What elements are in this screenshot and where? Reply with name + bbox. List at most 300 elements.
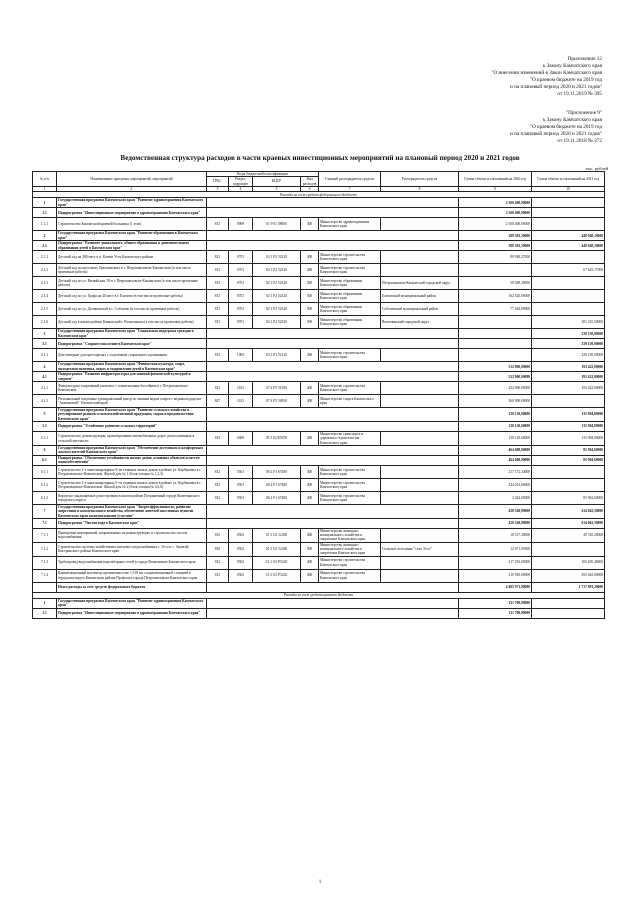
cell-grbs: 812: [207, 491, 229, 504]
table-row: [33, 290, 605, 303]
cell-rz: 0701: [229, 277, 253, 290]
cell-no: 4.1: [33, 372, 57, 382]
cell-gr: Министерство строительства Камчатского края: [319, 478, 381, 491]
table-row: [33, 303, 605, 316]
appendix-header-2: [402, 110, 602, 145]
cell-gr: Министерство строительства Камчатского края: [319, 465, 381, 478]
program-row: [33, 231, 605, 241]
column-number: 8: [381, 186, 459, 191]
cell-grbs: 813: [207, 303, 229, 316]
cell-csr: 05 5 02 R5670: [253, 432, 301, 446]
cell-rz: 1002: [229, 349, 253, 362]
cell-name: Детский сад по ул. Вилюйская, 59 в г. Петропавловске-Камчатском (в том числе проектные работы): [57, 277, 207, 290]
cell-rec: [381, 528, 459, 542]
cell-rz: 0502: [229, 528, 253, 542]
cell-rec: [381, 491, 459, 504]
cell-no: 7.1.2: [33, 542, 57, 556]
cell-v1: 388 392,50000: [459, 231, 532, 241]
cell-grbs: [207, 518, 459, 528]
cell-rec: [381, 251, 459, 264]
document-title: Ведомственная структура расходов в части краевых инвестиционных мероприятий на плановый период 2020 и 2021 годов: [120, 154, 520, 162]
cell-name: Подпрограмма "Развитие инфраструктуры для занятий физической культурой и спортом": [57, 372, 207, 382]
cell-no: 1: [33, 598, 57, 608]
cell-grbs: [207, 504, 459, 518]
cell-v2: [532, 478, 605, 491]
column-number: 10: [532, 186, 605, 191]
appendix-header-1: [402, 56, 602, 98]
cell-no: 4: [33, 362, 57, 372]
cell-v1: 512 900,00000: [459, 362, 532, 372]
cell-v1: [459, 316, 532, 329]
column-number: 3: [207, 186, 229, 191]
cell-rec: [381, 218, 459, 231]
cell-v1: 77 462,09000: [459, 303, 532, 316]
cell-name: Государственная программа Камчатского края "Физическая культура, спорт, молодежная политика, отдых и оздоровление детей в Камчатском крае": [57, 362, 207, 372]
cell-v1: 2 500 400,00000: [459, 218, 532, 231]
cell-vr: 400: [301, 478, 319, 491]
cell-name: Трубопровод водоснабжения водозаборных сетей в городе Вилючинске Камчатского края: [57, 556, 207, 569]
cell-csr: 02 1 P2 52320: [253, 316, 301, 329]
cell-name: Государственная программа Камчатского края "Развитие здравоохранения Камчатского края": [57, 598, 207, 608]
cell-csr: 02 1 P2 52320: [253, 264, 301, 277]
cell-rec: Петропавловск-Камчатский городской округ: [381, 277, 459, 290]
cell-no: 5.1: [33, 422, 57, 432]
cell-vr: 400: [301, 382, 319, 395]
cell-name: Подпрограмма "Инвестиционные мероприятия в здравоохранении Камчатского края": [57, 208, 207, 218]
cell-no: 3.1: [33, 339, 57, 349]
cell-name: Подпрограмма "Обеспечение устойчивости жилых домов, основных объектов и систем жизнеобеспечения": [57, 455, 207, 465]
cell-name: Государственная программа Камчатского края "Развитие образования в Камчатском крае": [57, 231, 207, 241]
cell-v2: [532, 303, 605, 316]
cell-csr: 01 9 01 58000: [253, 218, 301, 231]
cell-name: Государственная программа Камчатского края "Обеспечение доступным и комфортным жильем жителей Камчатского края": [57, 445, 207, 455]
header-line: "Приложение 9": [566, 110, 602, 116]
cell-rec: [381, 556, 459, 569]
cell-vr: 500: [301, 303, 319, 316]
cell-gr: Министерство спорта Камчатского края: [319, 395, 381, 408]
cell-name: Строительство Камчатской краевой больницы (1 этап): [57, 218, 207, 231]
cell-name: Проведение мероприятий, направленных на реконструкцию и строительство систем водоснабжения: [57, 528, 207, 542]
cell-grbs: 813: [207, 218, 229, 231]
cell-v1: 130 120,60000: [459, 432, 532, 446]
column-number: 1: [33, 186, 57, 191]
cell-grbs: [207, 408, 459, 422]
header-line: и на плановый период 2020 и 2021 годов": [510, 84, 602, 90]
col-csr: КЦСР: [253, 177, 301, 187]
units-label: тыс. рублей: [585, 166, 608, 171]
cell-v2: [532, 465, 605, 478]
expenditure-table: [32, 171, 605, 619]
cell-rz: 0701: [229, 316, 253, 329]
cell-no: 6.1.2: [33, 478, 57, 491]
cell-v2: 165 650,40000: [532, 556, 605, 569]
cell-v1: 210 585,00000: [459, 569, 532, 582]
column-number: 9: [459, 186, 532, 191]
program-row: [33, 362, 605, 372]
cell-grbs: [207, 422, 459, 432]
table-row: [33, 432, 605, 446]
cell-grbs: [207, 208, 459, 218]
cell-gr: Министерство строительства Камчатского края: [319, 349, 381, 362]
cell-grbs: [207, 198, 459, 208]
cell-gr: Министерство строительства Камчатского края: [319, 491, 381, 504]
cell-rz: 0502: [229, 556, 253, 569]
cell-v1: 130 120,60000: [459, 422, 532, 432]
cell-csr: 01 2 G5 52430: [253, 542, 301, 556]
col-group: Коды бюджетной классификации: [207, 172, 319, 177]
cell-grbs: 812: [207, 264, 229, 277]
cell-grbs: 813: [207, 277, 229, 290]
cell-csr: 06 2 F1 67480: [253, 491, 301, 504]
table-row: [33, 491, 605, 504]
cell-vr: 400: [301, 264, 319, 277]
cell-no: 7: [33, 504, 57, 518]
cell-grbs: 812: [207, 556, 229, 569]
cell-name: Подпрограмма "Инвестиционные мероприятия в здравоохранении Камчатского края": [57, 608, 207, 618]
program-row: [33, 445, 605, 455]
cell-vr: 500: [301, 290, 319, 303]
cell-v2: 614 662,50000: [532, 518, 605, 528]
header-line: к Закону Камчатского края: [542, 63, 602, 69]
cell-v2: 193 422,00000: [532, 382, 605, 395]
cell-csr: 01 2 G5 P5243: [253, 569, 301, 582]
cell-no: 1: [33, 198, 57, 208]
cell-vr: 400: [301, 251, 319, 264]
cell-csr: 02 1 P2 52320: [253, 251, 301, 264]
cell-name: Подпрограмма "Устойчивое развитие сельских территорий": [57, 422, 207, 432]
cell-rz: 0409: [229, 432, 253, 446]
cell-name: Строительство 2-х многоквартирных 9-ти этажных жилых домов в районе ул. Карбышева в г. Петропавловске-Камчатском. Жилой дом № 1 (блок-секции № 1,2,3): [57, 465, 207, 478]
cell-v2: 135 904,00000: [532, 422, 605, 432]
cell-grbs: 810: [207, 528, 229, 542]
cell-no: 1.1: [33, 208, 57, 218]
cell-grbs: 812: [207, 478, 229, 491]
cell-rz: 0701: [229, 303, 253, 316]
program-row: [33, 455, 605, 465]
header-line: от 19.11.2018 № 272: [557, 138, 602, 144]
cell-v1: 244 013,66000: [459, 478, 532, 491]
program-row: [33, 608, 605, 618]
cell-name: Расходы за счет средств федерального бюджета: [33, 192, 605, 198]
cell-no: 2.1.5: [33, 303, 57, 316]
program-row: [33, 329, 605, 339]
cell-gr: Министерство жилищно-коммунального хозяйства и энергетики Камчатского края: [319, 542, 381, 556]
cell-vr: 400: [301, 556, 319, 569]
cell-csr: 06 2 F1 67480: [253, 465, 301, 478]
cell-v1: 260 000,00000: [459, 395, 532, 408]
cell-v1: 2 500 400,00000: [459, 198, 532, 208]
cell-gr: Министерство образования Камчатского края: [319, 303, 381, 316]
cell-rec: [381, 432, 459, 446]
cell-v2: [532, 395, 605, 408]
cell-csr: 02 1 P2 52320: [253, 303, 301, 316]
cell-vr: 500: [301, 542, 319, 556]
cell-v2: 85 904,60000: [532, 455, 605, 465]
cell-v1: 58 389,30000: [459, 277, 532, 290]
cell-grbs: [207, 339, 459, 349]
col-vr: Вид расходов: [301, 177, 319, 187]
cell-name: Строительство 2-х многоквартирных 9-ти этажных жилых домов в районе ул. Карбышева в г. Петропавловске-Камчатском. Жилой дом № 2 (блок-секции № 4,5,6): [57, 478, 207, 491]
cell-grbs: 812: [207, 251, 229, 264]
cell-no: 2.1.2: [33, 264, 57, 277]
cell-v1: 512 900,00000: [459, 372, 532, 382]
cell-v2: [532, 251, 605, 264]
cell-no: 2.1.6: [33, 316, 57, 329]
column-number: 5: [253, 186, 301, 191]
cell-no: 4.1.2: [33, 395, 57, 408]
cell-v1: 162 520,00000: [459, 290, 532, 303]
cell-no: 4.1.1: [33, 382, 57, 395]
cell-gr: Министерство строительства Камчатского края: [319, 382, 381, 395]
cell-csr: 07 4 P5 54950: [253, 395, 301, 408]
header-line: к Закону Камчатского края: [542, 117, 602, 123]
cell-csr: 01 2 G5 P5243: [253, 556, 301, 569]
cell-gr: Министерство строительства Камчатского края: [319, 264, 381, 277]
cell-v1: 2 422,00000: [459, 491, 532, 504]
cell-grbs: 847: [207, 395, 229, 408]
cell-v1: 458 549,90000: [459, 518, 532, 528]
cell-vr: 500: [301, 316, 319, 329]
header-line: от 19.11.2019 № 395: [557, 91, 602, 97]
cell-v1: 252 900,00000: [459, 382, 532, 395]
table-row: [33, 382, 605, 395]
cell-grbs: 812: [207, 349, 229, 362]
cell-name: Государственная программа Камчатского края "Развитие сельского хозяйства и регулирование рынков сельскохозяйственной продукции, сырья и продовольствия Камчатского края": [57, 408, 207, 422]
cell-rz: 0701: [229, 251, 253, 264]
cell-v1: 464 608,00000: [459, 445, 532, 455]
cell-gr: Министерство образования Камчатского края: [319, 290, 381, 303]
cell-grbs: 810: [207, 542, 229, 556]
col-recipient: Распорядитель средств: [381, 172, 459, 187]
col-grbs-name: Главный распорядитель средств: [319, 172, 381, 187]
cell-v1: [459, 264, 532, 277]
cell-no: [33, 582, 57, 592]
cell-v1: 458 549,90000: [459, 504, 532, 518]
cell-name: Детский сад на 280 мест в п. Ключи Усть-Камчатского района: [57, 251, 207, 264]
cell-rec: [381, 349, 459, 362]
cell-gr: Министерство образования Камчатского края: [319, 277, 381, 290]
cell-v2: 1 717 991,20000: [532, 582, 605, 592]
cell-name: Итого расходы за счет средств федерального бюджета: [57, 582, 207, 592]
cell-csr: 03 1 P3 51210: [253, 349, 301, 362]
cell-grbs: [207, 362, 459, 372]
cell-rz: 0501: [229, 478, 253, 491]
table-row: [33, 251, 605, 264]
cell-grbs: 813: [207, 316, 229, 329]
cell-gr: Министерство здравоохранения Камчатского края: [319, 218, 381, 231]
cell-grbs: [207, 241, 459, 251]
table-row: [33, 478, 605, 491]
program-row: [33, 582, 605, 592]
cell-name: Корпусно-ландшафтные домостроения в жилом районе Пограничный городе Вилючинского городского округа: [57, 491, 207, 504]
cell-name: Детский сад по проспекту Циолковского в г. Петропавловске-Камчатском (в том числе проектные работы): [57, 264, 207, 277]
table-row: [33, 264, 605, 277]
cell-name: Государственная программа Камчатского края "Социальная поддержка граждан в Камчатском крае": [57, 329, 207, 339]
cell-v1: 131 700,00000: [459, 598, 532, 608]
cell-v2: [532, 608, 605, 618]
cell-v2: 239 150,00000: [532, 329, 605, 339]
cell-grbs: 812: [207, 569, 229, 582]
col-name: Наименование программ, мероприятий, мероприятий: [57, 172, 207, 187]
cell-csr: 01 2 G5 52430: [253, 528, 301, 542]
cell-grbs: [207, 582, 459, 592]
cell-v2: 193 422,00000: [532, 372, 605, 382]
cell-name: Детский сад в жилом районе Кавказский г. Вилючинска (в том числе проектные работы): [57, 316, 207, 329]
cell-csr: 02 1 P2 52320: [253, 290, 301, 303]
cell-v1: 2 500 400,00000: [459, 208, 532, 218]
cell-rec: [381, 465, 459, 478]
program-row: [33, 504, 605, 518]
cell-rz: 0501: [229, 465, 253, 478]
cell-rec: [381, 478, 459, 491]
cell-no: 3.1.1: [33, 349, 57, 362]
cell-v2: [532, 198, 605, 208]
cell-v2: [532, 290, 605, 303]
cell-v1: 18 517,30000: [459, 528, 532, 542]
table-row: [33, 465, 605, 478]
cell-gr: Министерство жилищно-коммунального хозяйства и энергетики Камчатского края: [319, 528, 381, 542]
cell-gr: Министерство строительства Камчатского края: [319, 251, 381, 264]
cell-vr: 500: [301, 277, 319, 290]
cell-v2: [532, 542, 605, 556]
cell-rz: 1102: [229, 382, 253, 395]
cell-vr: 400: [301, 395, 319, 408]
cell-vr: 400: [301, 465, 319, 478]
cell-no: 1.1.1: [33, 218, 57, 231]
cell-v1: 131 700,00000: [459, 608, 532, 618]
column-number: 4: [229, 186, 253, 191]
cell-name: Государственная программа Камчатского края "Энергоэффективность, развитие энергетики и коммунального хозяйства, обеспечение жителей населенных пунктов Камчатского края коммунальными услугами": [57, 504, 207, 518]
table-body: [33, 192, 605, 618]
cell-vr: 400: [301, 491, 319, 504]
table-row: [33, 556, 605, 569]
cell-csr: 06 2 F1 67480: [253, 478, 301, 491]
cell-vr: 400: [301, 569, 319, 582]
cell-v2: 239 150,00000: [532, 349, 605, 362]
program-row: [33, 518, 605, 528]
table-row: [33, 349, 605, 362]
program-row: [33, 598, 605, 608]
cell-rec: Вилючинский городской округ: [381, 316, 459, 329]
cell-v1: 388 392,50000: [459, 241, 532, 251]
cell-v2: [532, 598, 605, 608]
cell-no: 5: [33, 408, 57, 422]
cell-v2: 614 662,50000: [532, 504, 605, 518]
table-row: [33, 395, 605, 408]
cell-v2: 85 904,60000: [532, 491, 605, 504]
cell-v2: [532, 277, 605, 290]
cell-name: Детский сад по ул. Долиновской в с. Соболево (в том числе проектные работы): [57, 303, 207, 316]
cell-grbs: 815: [207, 432, 229, 446]
cell-name: Подпрограмма "Старшее поколение в Камчатском крае": [57, 339, 207, 349]
header-line: "О краевом бюджете на 2019 год: [529, 77, 602, 83]
program-row: [33, 372, 605, 382]
cell-v1: 217 172,34000: [459, 465, 532, 478]
cell-v2: 293 645,00000: [532, 569, 605, 582]
cell-rz: 0701: [229, 290, 253, 303]
cell-gr: Министерство строительства Камчатского края: [319, 556, 381, 569]
cell-no: 2: [33, 231, 57, 241]
cell-v1: [459, 349, 532, 362]
cell-v2: 381 325,50000: [532, 316, 605, 329]
cell-grbs: 813: [207, 290, 229, 303]
col-rz: Раздел, подраздел: [229, 177, 253, 187]
table-row: [33, 542, 605, 556]
cell-csr: 02 1 P2 52320: [253, 277, 301, 290]
table-row: [33, 528, 605, 542]
table-row: [33, 316, 605, 329]
cell-name: Дом-интернат для престарелых с отделением социального проживания: [57, 349, 207, 362]
cell-grbs: [207, 329, 459, 339]
cell-v2: 448 948,10000: [532, 231, 605, 241]
cell-rz: 1102: [229, 395, 253, 408]
program-row: [33, 339, 605, 349]
cell-v2: 49 310,20000: [532, 528, 605, 542]
cell-name: Физкультурно-спортивный комплекс с плавательным бассейном в г. Петропавловске-Камчатском: [57, 382, 207, 395]
cell-v1: 4 495 971,00000: [459, 582, 532, 592]
cell-no: 7.1: [33, 518, 57, 528]
cell-no: 2.1.4: [33, 290, 57, 303]
cell-gr: Министерство транспорта и дорожного строительства Камчатского края: [319, 432, 381, 446]
cell-v1: 89 948,27000: [459, 251, 532, 264]
cell-name: Подпрограмма "Развитие дошкольного, общего образования и дополнительного образования детей в Камчатском крае": [57, 241, 207, 251]
cell-rz: 0701: [229, 264, 253, 277]
cell-no: 7.1.3: [33, 556, 57, 569]
cell-rec: [381, 382, 459, 395]
header-line: "О внесении изменений в Закон Камчатского края: [491, 70, 602, 76]
cell-v2: 85 904,60000: [532, 445, 605, 455]
cell-grbs: [207, 372, 459, 382]
cell-grbs: [207, 445, 459, 455]
program-row: [33, 408, 605, 422]
cell-v1: [459, 329, 532, 339]
cell-rec: [381, 264, 459, 277]
cell-csr: 07 4 P5 51390: [253, 382, 301, 395]
col-grbs: ГРБС: [207, 177, 229, 187]
cell-v1: 464 608,00000: [459, 455, 532, 465]
cell-name: Строительство, реконструкция, проектирование автомобильных дорог, расположенных в сельской местности: [57, 432, 207, 446]
cell-name: Расходы за счет средств краевого бюджета: [33, 592, 605, 598]
cell-v1: [459, 339, 532, 349]
cell-vr: 400: [301, 349, 319, 362]
cell-grbs: [207, 598, 459, 608]
cell-grbs: 812: [207, 465, 229, 478]
cell-gr: Министерство строительства Камчатского края: [319, 569, 381, 582]
cell-no: 6.1.1: [33, 465, 57, 478]
cell-v2: 135 904,00000: [532, 432, 605, 446]
cell-vr: 400: [301, 432, 319, 446]
cell-rec: [381, 395, 459, 408]
table-row: [33, 218, 605, 231]
col-2021: Сумма объема ассигнований на 2021 год: [532, 172, 605, 187]
cell-no: 5.1.1: [33, 432, 57, 446]
cell-v2: [532, 208, 605, 218]
cell-rec: Соболевский муниципальный район: [381, 303, 459, 316]
cell-grbs: [207, 455, 459, 465]
cell-rz: 0502: [229, 542, 253, 556]
cell-no: 3: [33, 329, 57, 339]
header-line: Приложение 12: [567, 56, 602, 62]
header-line: и на плановый период 2020 и 2021 годов": [510, 131, 602, 137]
cell-name: Государственная программа Камчатского края "Развитие здравоохранения Камчатского края": [57, 198, 207, 208]
column-number: 2: [57, 186, 207, 191]
cell-name: Региональный спортивно-тренировочный центр по зимним видам спорта с водным курортом "Авачинский", Камчатский край: [57, 395, 207, 408]
cell-rec: Сельское поселение "село Эссо": [381, 542, 459, 556]
cell-v2: 448 948,10000: [532, 241, 605, 251]
cell-rz: 0502: [229, 569, 253, 582]
cell-no: 7.1.1: [33, 528, 57, 542]
cell-v2: 67 625,17000: [532, 264, 605, 277]
